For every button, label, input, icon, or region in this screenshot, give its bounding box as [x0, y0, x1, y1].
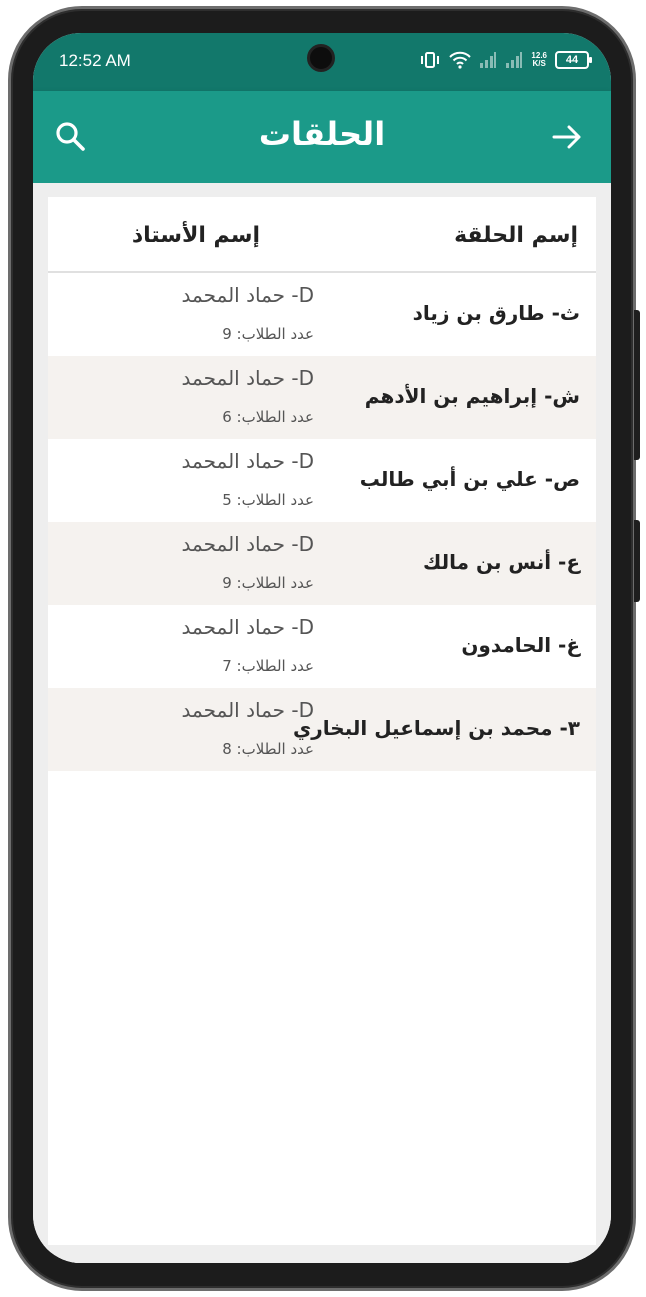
circle-name: ٣- محمد بن إسماعيل البخاري — [292, 716, 580, 740]
net-speed-value: 12.6 — [531, 51, 547, 60]
circle-name: ع- أنس بن مالك — [422, 550, 580, 574]
header-teacher-name: إسم الأستاذ — [131, 223, 260, 248]
table-row[interactable] — [48, 522, 596, 605]
student-count: عدد الطلاب: 7 — [222, 657, 314, 675]
page-title: الحلقات — [258, 115, 386, 153]
circle-name: غ- الحامدون — [461, 633, 580, 657]
table-row[interactable] — [48, 439, 596, 522]
student-count: عدد الطلاب: 5 — [222, 491, 314, 509]
battery-icon: 44 — [555, 51, 589, 69]
bottom-bar — [33, 1245, 611, 1263]
circle-name: ص- علي بن أبي طالب — [359, 467, 580, 491]
teacher-name: D- حماد المحمد — [181, 449, 314, 473]
content-area — [33, 183, 611, 1263]
screen — [33, 33, 611, 1263]
table-row[interactable] — [48, 273, 596, 356]
header-circle-name: إسم الحلقة — [454, 223, 578, 248]
volume-button — [634, 310, 640, 460]
table-row[interactable] — [48, 605, 596, 688]
status-icons — [419, 47, 589, 73]
teacher-name: D- حماد المحمد — [181, 366, 314, 390]
circle-name: ث- طارق بن زياد — [412, 301, 580, 325]
back-button[interactable] — [549, 119, 585, 155]
circles-table — [48, 197, 596, 1247]
status-time: 12:52 AM — [59, 51, 131, 70]
wifi-icon — [449, 51, 471, 69]
student-count: عدد الطلاب: 9 — [222, 325, 314, 343]
student-count: عدد الطلاب: 6 — [222, 408, 314, 426]
teacher-name: D- حماد المحمد — [181, 283, 314, 307]
front-camera — [307, 44, 335, 72]
net-speed — [531, 52, 547, 68]
table-row[interactable] — [48, 356, 596, 439]
arrow-right-icon — [549, 119, 585, 155]
teacher-name: D- حماد المحمد — [181, 698, 314, 722]
teacher-name: D- حماد المحمد — [181, 615, 314, 639]
signal-1-icon — [479, 52, 497, 68]
signal-2-icon — [505, 52, 523, 68]
app-bar — [33, 91, 611, 183]
table-row[interactable] — [48, 688, 596, 771]
vibrate-icon — [419, 51, 441, 69]
teacher-name: D- حماد المحمد — [181, 532, 314, 556]
power-button — [634, 520, 640, 602]
table-header — [48, 197, 596, 273]
student-count: عدد الطلاب: 8 — [222, 740, 314, 758]
status-bar — [33, 33, 611, 91]
net-speed-unit: K/S — [532, 59, 546, 68]
student-count: عدد الطلاب: 9 — [222, 574, 314, 592]
circle-name: ش- إبراهيم بن الأدهم — [364, 384, 580, 408]
